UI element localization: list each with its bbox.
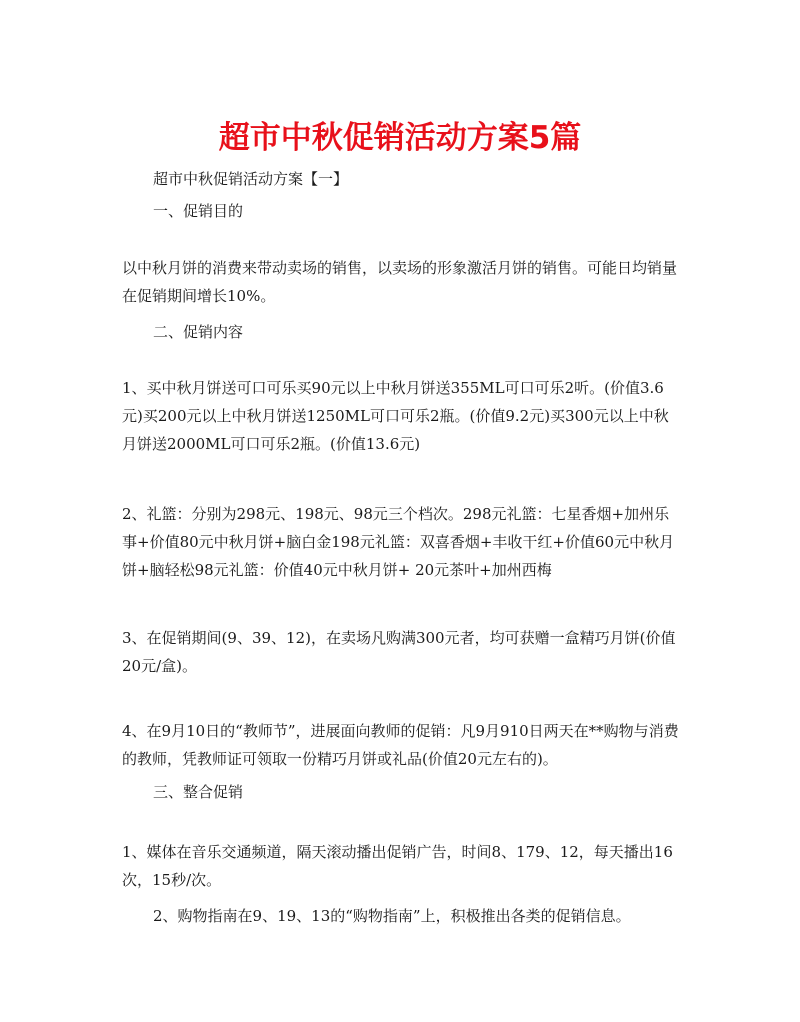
paragraph-item-3: 3、在促销期间(9、39、12)，在卖场凡购满300元者，均可获赠一盒精巧月饼(价值20元/盒)。 bbox=[122, 629, 676, 675]
paragraph-media: 1、媒体在音乐交通频道，隔天滚动播出促销广告，时间8、179、12，每天播出16次，15秒/次。 bbox=[122, 843, 673, 889]
section-heading-integrated: 三、整合促销 bbox=[153, 783, 244, 801]
section-heading-plan-1: 超市中秋促销活动方案【一】 bbox=[153, 170, 349, 188]
section-heading-content: 二、促销内容 bbox=[153, 323, 244, 341]
document-title: 超市中秋促销活动方案5篇 bbox=[218, 120, 582, 156]
paragraph-item-1: 1、买中秋月饼送可口可乐买90元以上中秋月饼送355ML可口可乐2听。(价值3.6元)买200元以上中秋月饼送1250ML可口可乐2瓶。(价值9.2元)买300元以上中秋月饼送2000ML可口可乐2瓶。(价值13.6元) bbox=[122, 379, 669, 453]
paragraph-shopping-guide: 2、购物指南在9、19、13的“购物指南”上，积极推出各类的促销信息。 bbox=[153, 907, 631, 925]
paragraph-item-4: 4、在9月10日的“教师节”，进展面向教师的促销：凡9月910日两天在**购物与消费的教师，凭教师证可领取一份精巧月饼或礼品(价值20元左右的)。 bbox=[122, 722, 679, 768]
paragraph-purpose: 以中秋月饼的消费来带动卖场的销售，以卖场的形象激活月饼的销售。可能日均销量在促销期间增长10%。 bbox=[122, 259, 678, 305]
section-heading-purpose: 一、促销目的 bbox=[153, 202, 244, 220]
paragraph-item-2: 2、礼篮：分别为298元、198元、98元三个档次。298元礼篮：七星香烟+加州乐事+价值80元中秋月饼+脑白金198元礼篮：双喜香烟+丰收干红+价值60元中秋月饼+脑轻松98元礼篮：价值40元中秋月饼+ 20元茶叶+加州西梅 bbox=[122, 505, 675, 579]
